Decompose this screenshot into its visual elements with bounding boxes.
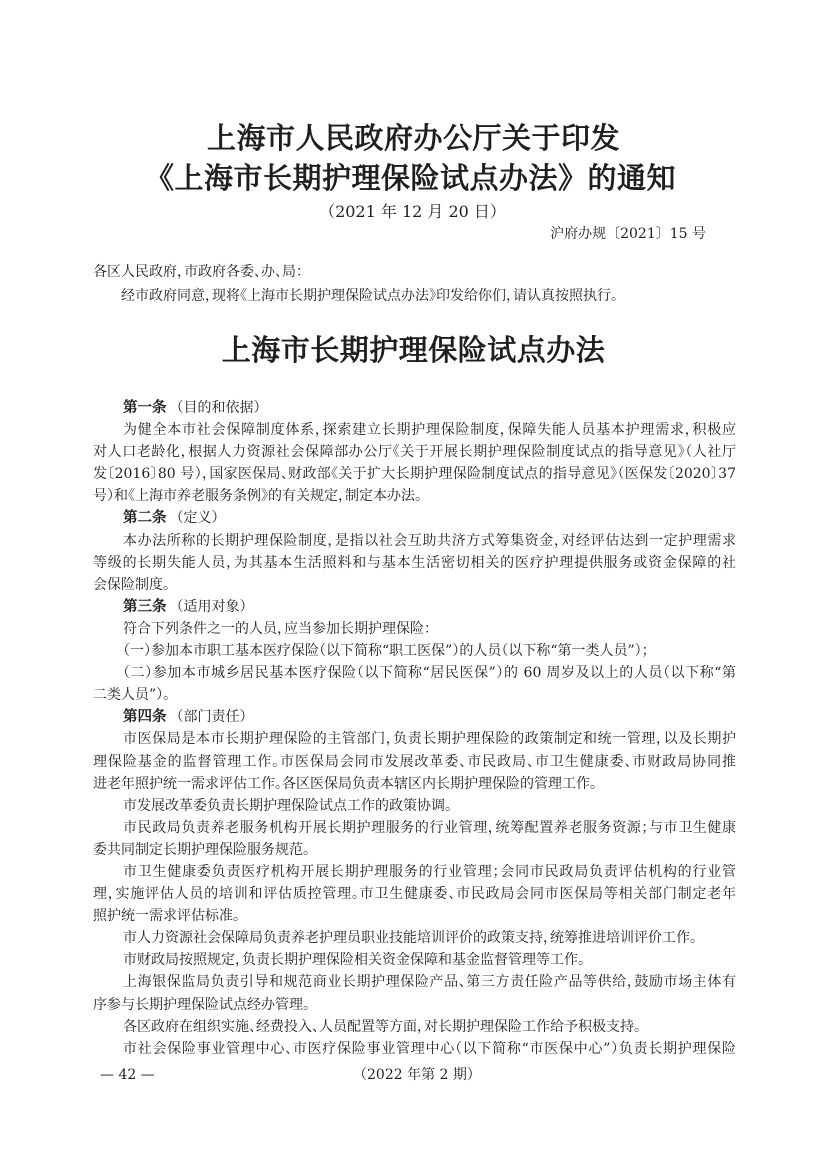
paragraph-line: 对人口老龄化，根据人力资源社会保障部办公厅《关于开展长期护理保险制度试点的指导意见》（人社厅	[93, 444, 736, 461]
article-subject: （定义）	[176, 510, 219, 527]
paragraph-line: 市人力资源社会保障局负责养老护理员职业技能培训评价的政策支持，统筹推进培训评价工作。	[123, 930, 697, 947]
paragraph-line: 市发展改革委负责长期护理保险试点工作的政策协调。	[123, 797, 452, 814]
notice-title-line-2: 《上海市长期护理保险试点办法》的通知	[144, 161, 676, 195]
regulation-title: 上海市长期护理保险试点办法	[221, 333, 606, 367]
paragraph-line: （一）参加本市职工基本医疗保险（以下简称“职工医保”）的人员（以下称“第一类人员”）；	[123, 643, 649, 660]
paragraph-line: 为健全本市社会保障制度体系，探索建立长期护理保险制度，保障失能人员基本护理需求，积极应	[123, 422, 736, 439]
issue-label: （2022 年第 2 期）	[353, 1067, 481, 1083]
paragraph-line: 照护统一需求评估标准。	[93, 908, 240, 925]
paragraph-line: 市财政局按照规定，负责长期护理保险相关资金保障和基金监督管理等工作。	[123, 952, 585, 969]
paragraph-line: 会保险制度。	[93, 576, 170, 593]
paragraph-line: 上海银保监局负责引导和规范商业长期护理保险产品、第三方责任险产品等供给，鼓励市场主体有	[123, 974, 736, 991]
article-number: 第四条	[123, 709, 167, 726]
document-number: 沪府办规〔2021〕15 号	[550, 226, 706, 242]
paragraph-line: 市民政局负责养老服务机构开展长期护理服务的行业管理，统筹配置养老服务资源；与市卫生健康	[123, 819, 736, 836]
notice-title-line-1: 上海市人民政府办公厅关于印发	[206, 121, 620, 155]
paragraph-line: （二）参加本市城乡居民基本医疗保险（以下简称“居民医保”）的 60 周岁及以上的人员（以下称“第	[123, 665, 736, 682]
article-number: 第二条	[123, 510, 167, 527]
paragraph-line: 市卫生健康委负责医疗机构开展长期护理服务的行业管理；会同市民政局负责评估机构的行业管	[123, 863, 736, 880]
salutation: 各区人民政府，市政府各委、办、局：	[93, 264, 303, 280]
paragraph-line: 二类人员”）。	[93, 687, 171, 704]
paragraph-line: 符合下列条件之一的人员，应当参加长期护理保险：	[123, 620, 431, 637]
article-heading	[93, 596, 736, 618]
article-number: 第三条	[123, 598, 167, 615]
paragraph-line: 理保险基金的监督管理工作。市医保局会同市发展改革委、市民政局、市卫生健康委、市财政局协同推	[93, 753, 736, 770]
paragraph-line: 市社会保险事业管理中心、市医疗保险事业管理中心（以下简称“市医保中心”）负责长期护理保险	[123, 1040, 736, 1057]
paragraph-line: 号）和《上海市养老服务条例》的有关规定，制定本办法。	[93, 488, 422, 505]
article-heading	[93, 507, 736, 529]
paragraph-line: 各区政府在组织实施、经费投入、人员配置等方面，对长期护理保险工作给予积极支持。	[123, 1018, 641, 1035]
paragraph-line: 理，实施评估人员的培训和评估质控管理。市卫生健康委、市民政局会同市医保局等相关部门制定老年	[93, 886, 736, 903]
paragraph-line: 序参与长期护理保险试点经办管理。	[93, 996, 310, 1013]
paragraph-line: 等级的长期失能人员，为其基本生活照料和与基本生活密切相关的医疗护理提供服务或资金保障的社	[93, 554, 736, 571]
article-heading	[93, 706, 736, 728]
article-heading	[93, 397, 736, 419]
regulation-body	[93, 397, 736, 1060]
paragraph-line: 市医保局是本市长期护理保险的主管部门，负责长期护理保险的政策制定和统一管理，以及长期护	[123, 731, 736, 748]
paragraph-line: 本办法所称的长期护理保险制度，是指以社会互助共济方式筹集资金，对经评估达到一定护理需求	[123, 532, 736, 549]
paragraph-line: 进老年照护统一需求评估工作。各区医保局负责本辖区内长期护理保险的管理工作。	[93, 775, 597, 792]
paragraph-line: 委共同制定长期护理保险服务规范。	[93, 841, 310, 858]
article-subject: （部门责任）	[176, 709, 247, 726]
paragraph-line: 发〔2016〕80 号），国家医保局、财政部《关于扩大长期护理保险制度试点的指导意见》（医保发〔2020〕37	[93, 466, 736, 483]
page-number: — 42 —	[100, 1067, 155, 1083]
article-subject: （适用对象）	[176, 598, 247, 615]
intro-paragraph: 经市政府同意，现将《上海市长期护理保险试点办法》印发给你们，请认真按照执行。	[121, 288, 618, 304]
article-subject: （目的和依据）	[176, 400, 261, 416]
article-number: 第一条	[123, 400, 167, 416]
issue-date: （2021 年 12 月 20 日）	[319, 202, 506, 221]
